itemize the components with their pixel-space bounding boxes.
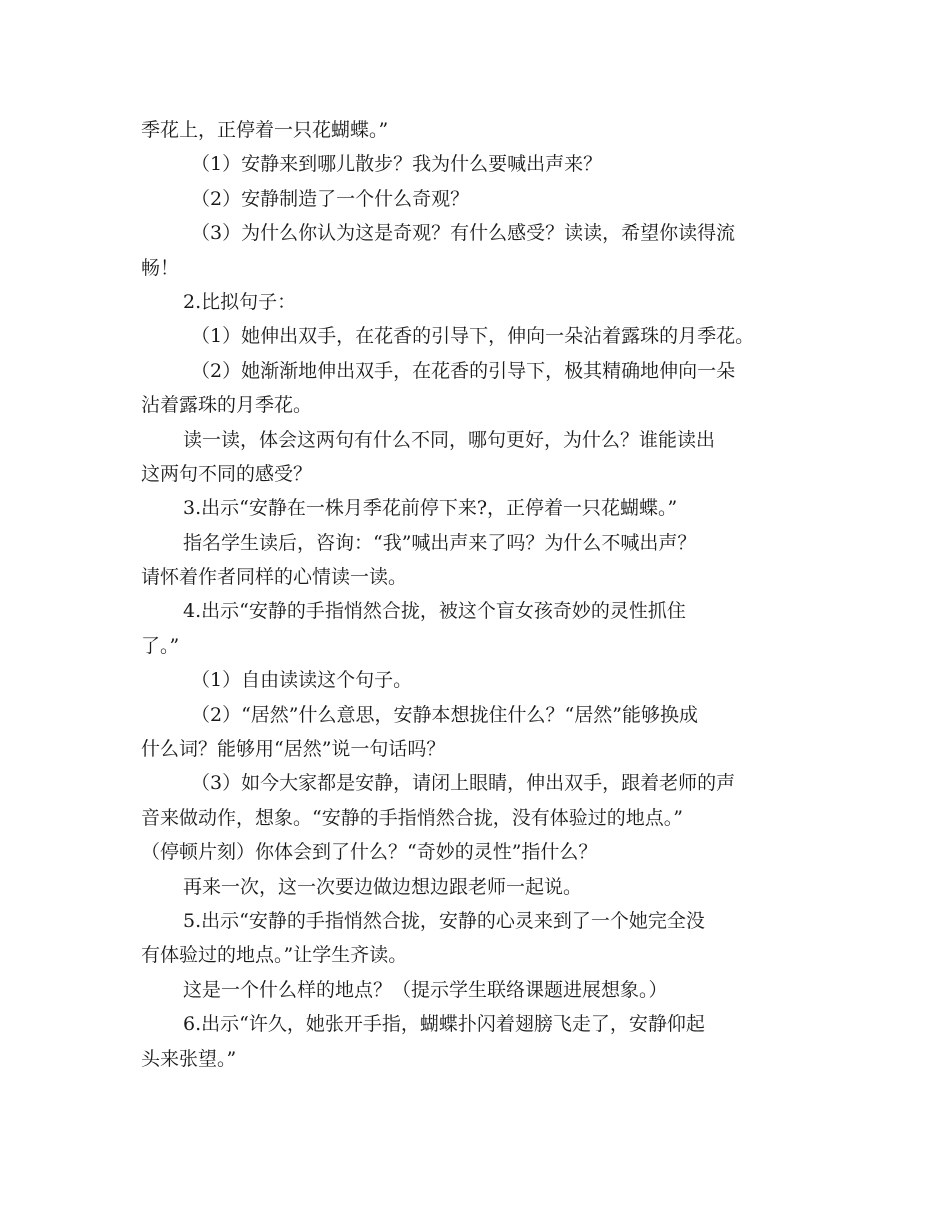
- text-line: （2）她渐渐地伸出双手，在花香的引导下，极其精确地伸向一朵: [191, 359, 736, 382]
- text-line: 2.比拟句子：: [183, 290, 297, 313]
- text-line: 4.出示“安静的手指悄然合拢，被这个盲女孩奇妙的灵性抓住: [183, 600, 686, 623]
- text-line: 什么词？能够用“居然”说一句话吗？: [141, 738, 446, 761]
- text-line: 畅！: [141, 256, 180, 279]
- text-line: 音来做动作，想象。“安静的手指悄然合拢，没有体验过的地点。”: [141, 806, 683, 829]
- text-line: 这是一个什么样的地点？（提示学生联络课题进展想象。）: [183, 978, 668, 1001]
- text-line: （1）她伸出双手，在花香的引导下，伸向一朵沾着露珠的月季花。: [191, 325, 755, 348]
- text-line: 再来一次，这一次要边做边想边跟老师一起说。: [183, 875, 583, 898]
- text-line: （1）安静来到哪儿散步？我为什么要喊出声来？: [191, 153, 603, 176]
- text-line: （1）自由读读这个句子。: [191, 669, 413, 692]
- document-body: [141, 113, 811, 1076]
- text-line: （3）如今大家都是安静，请闭上眼睛，伸出双手，跟着老师的声: [191, 772, 736, 795]
- text-line: 沾着露珠的月季花。: [141, 394, 313, 417]
- text-line: 5.出示“安静的手指悄然合拢，安静的心灵来到了一个她完全没: [183, 909, 705, 932]
- text-line: （停顿片刻）你体会到了什么？“奇妙的灵性”指什么？: [141, 841, 598, 864]
- text-line: 季花上，正停着一只花蝴蝶。”: [141, 119, 389, 141]
- text-line: （3）为什么你认为这是奇观？有什么感受？读读，希望你读得流: [191, 222, 736, 245]
- text-line: 头来张望。”: [141, 1047, 237, 1070]
- text-line: 有体验过的地点。”让学生齐读。: [141, 944, 408, 967]
- text-line: 这两句不同的感受？: [141, 462, 313, 485]
- text-line: 3.出示“安静在一株月季花前停下来?，正停着一只花蝴蝶。”: [183, 497, 678, 520]
- text-line: 请怀着作者同样的心情读一读。: [141, 566, 408, 589]
- text-line: 了。”: [141, 634, 180, 657]
- text-line: （2）“居然”什么意思，安静本想拢住什么？“居然”能够换成: [191, 703, 698, 726]
- text-line: （2）安静制造了一个什么奇观？: [191, 187, 470, 210]
- text-line: 读一读，体会这两句有什么不同，哪句更好，为什么？谁能读出: [183, 428, 716, 451]
- text-line: 指名学生读后，咨询：“我”喊出声来了吗？为什么不喊出声？: [183, 531, 697, 554]
- text-line: 6.出示“许久，她张开手指，蝴蝶扑闪着翅膀飞走了，安静仰起: [183, 1013, 705, 1036]
